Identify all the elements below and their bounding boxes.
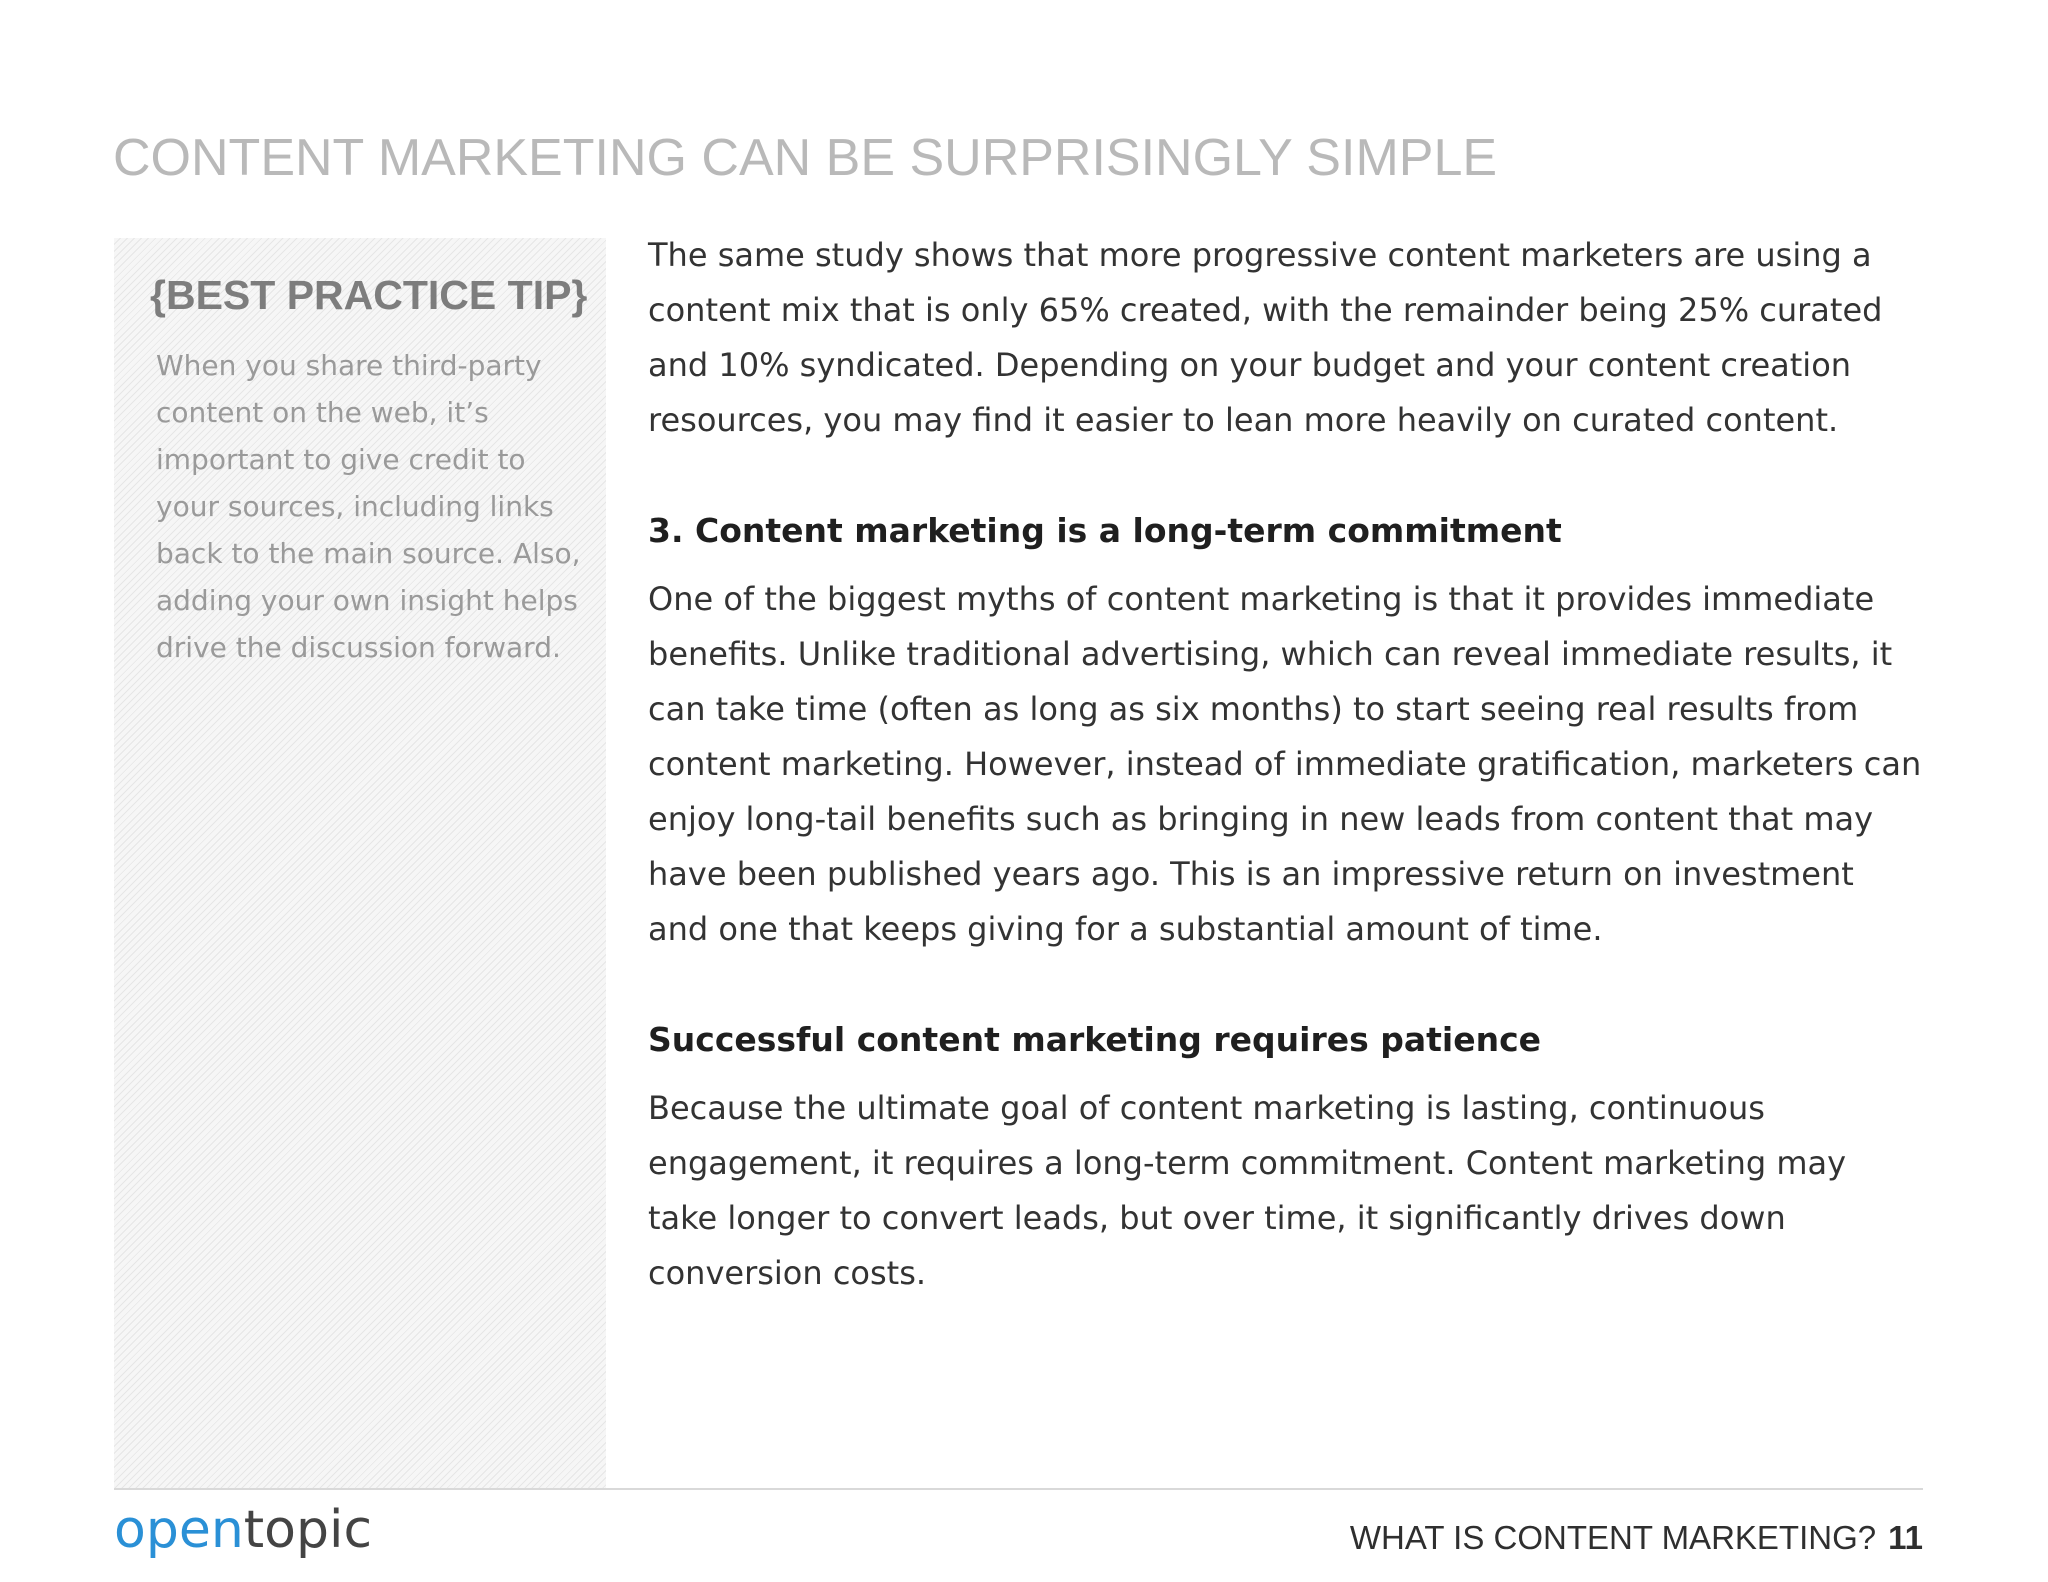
- tip-heading: {BEST PRACTICE TIP}: [150, 272, 588, 318]
- opentopic-logo: [114, 1500, 372, 1560]
- section-label: WHAT IS CONTENT MARKETING?: [1349, 1519, 1877, 1556]
- logo-open-text: open: [114, 1500, 244, 1560]
- patience-heading: Successful content marketing requires patience: [648, 1020, 1542, 1059]
- main-column: [648, 228, 1923, 1301]
- page-number: 11: [1888, 1519, 1923, 1556]
- section-3-paragraph: One of the biggest myths of content marketing is that it provides immediate benefits. Unlike traditional advertising, which can reveal immediate results, it can take time (often as long as six months) to start seeing real results from content marketing. However, instead of immediate gratification, marketers can enjoy long-tail benefits such as bringing in new leads from content that may have been published years ago. This is an impressive return on investment and one that keeps giving for a substantial amount of time.: [648, 580, 1922, 948]
- footer-section-label: [1350, 1519, 1923, 1557]
- intro-paragraph: The same study shows that more progressive content marketers are using a content mix that is only 65% created, with the remainder being 25% curated and 10% syndicated. Depending on your budget and your content creation resources, you may find it easier to lean more heavily on curated content.: [648, 236, 1883, 439]
- logo-topic-text: topic: [243, 1500, 373, 1560]
- patience-paragraph: Because the ultimate goal of content marketing is lasting, continuous engagement, it requires a long-term commitment. Content marketing may take longer to convert leads, but over time, it significantly drives down conversion costs.: [648, 1089, 1847, 1292]
- best-practice-tip-box: [114, 238, 606, 1488]
- page-title: CONTENT MARKETING CAN BE SURPRISINGLY SIMPLE: [113, 129, 1498, 187]
- tip-body: When you share third-party content on the web, it’s important to give credit to your sources, including links back to the main source. Also, adding your own insight helps drive the discussion forward.: [156, 349, 581, 664]
- footer-divider: [114, 1488, 1923, 1490]
- section-3-heading: 3. Content marketing is a long-term commitment: [648, 511, 1562, 550]
